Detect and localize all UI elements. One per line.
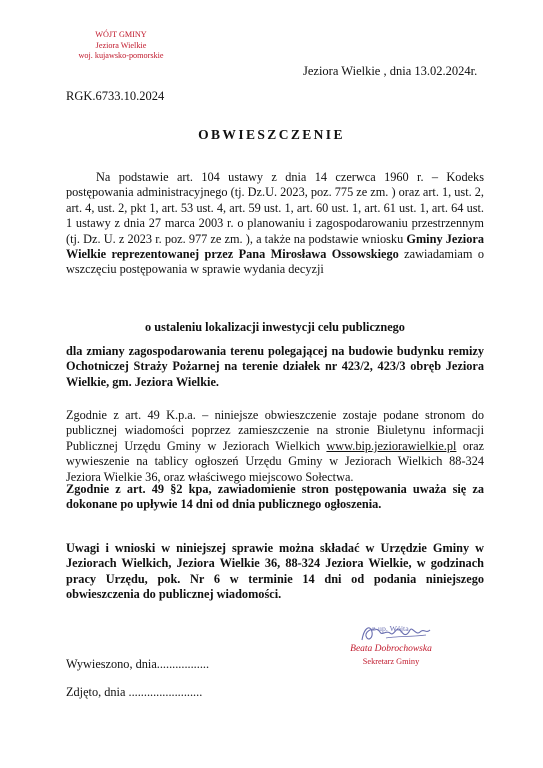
effective-notice-paragraph: Zgodnie z art. 49 §2 kpa, zawiadomienie stron postępowania uważa się za dokonane po upływie 14 dni od dnia publicznego ogłoszenia.: [66, 482, 484, 512]
publication-text-cont: oraz wywieszenie na tablicy ogłoszeń Urzędu Gminy w Jeziorach Wielkich 88-324 Jeziora Wielkie 36, oraz właściwego miejscowo Sołectwa.: [66, 438, 484, 484]
signatory-name: Beata Dobrochowska: [350, 644, 432, 654]
reference-number: RGK.6733.10.2024: [66, 89, 165, 103]
decision-subject: o ustaleniu lokalizacji inwestycji celu publicznego: [145, 320, 405, 334]
signatory-role: Sekretarz Gminy: [362, 657, 420, 666]
signature-block: [326, 618, 456, 684]
document-title: OBWIESZCZENIE: [198, 127, 345, 142]
stamp-line-municipality: Jeziora Wielkie: [95, 40, 147, 50]
signature-on-behalf: z-up. Wójta: [372, 624, 409, 633]
letterhead-stamp: [66, 30, 176, 62]
comments-paragraph: Uwagi i wnioski w niniejszej sprawie można składać w Urzędzie Gminy w Jeziorach Wielkich, Jeziora Wielkie 36, 88-324 Jeziora Wielkie, w godzinach pracy Urzędu, pok. Nr 6 w terminie 14 dni od podania niniejszego obwieszczenia do publicznej wiadomości.: [66, 541, 484, 602]
stamp-line-voivodeship: woj. kujawsko-pomorskie: [78, 51, 164, 60]
investment-description: dla zmiany zagospodarowania terenu polegającej na budowie budynku remizy Ochotniczej Straży Pożarnej na terenie działek nr 423/2, 423/3 obręb Jeziora Wielkie, gm. Jeziora Wielkie.: [66, 344, 484, 389]
date-line: Jeziora Wielkie , dnia 13.02.2024r.: [303, 64, 478, 78]
removed-date-line: Zdjęto, dnia ........................: [66, 685, 203, 699]
notification-text: zawiadamiam o wszczęciu postępowania w sprawie wydania decyzji: [66, 247, 484, 277]
stamp-line-office: WÓJT GMINY: [95, 30, 147, 39]
applicant-name: Gminy Jeziora Wielkie reprezentowanej przez Pana Mirosława Ossowskiego: [66, 231, 484, 262]
bip-link[interactable]: www.bip.jeziorawielkie.pl: [326, 438, 457, 453]
legal-basis-text: Na podstawie art. 104 ustawy z dnia 14 czerwca 1960 r. – Kodeks postępowania administracyjnego (tj. Dz.U. 2023, poz. 775 ze zm. ) oraz art. 1, ust. 2, art. 4, ust. 2, pkt 1, art. 53 ust. 4, art. 59 ust. 1, art. 60 ust. 1, art. 61 ust. 1, art. 64 ust. 1 ustawy z dnia 27 marca 2003 r. o planowaniu i zagospodarowaniu przestrzennym (tj. Dz. U. z 2023 r. poz. 977 ze zm. ), a także na podstawie wniosku: [66, 170, 484, 246]
legal-basis-paragraph: [66, 170, 484, 278]
posted-date-line: Wywieszono, dnia.................: [66, 657, 210, 671]
publication-text: Zgodnie z art. 49 K.p.a. – niniejsze obwieszczenie zostaje podane stronom do publicznej wiadomości poprzez zamieszczenie na stronie Biuletynu informacji Publicznej Urzędu Gminy w Jeziorach Wielkich: [66, 408, 484, 453]
publication-paragraph: [66, 408, 484, 485]
